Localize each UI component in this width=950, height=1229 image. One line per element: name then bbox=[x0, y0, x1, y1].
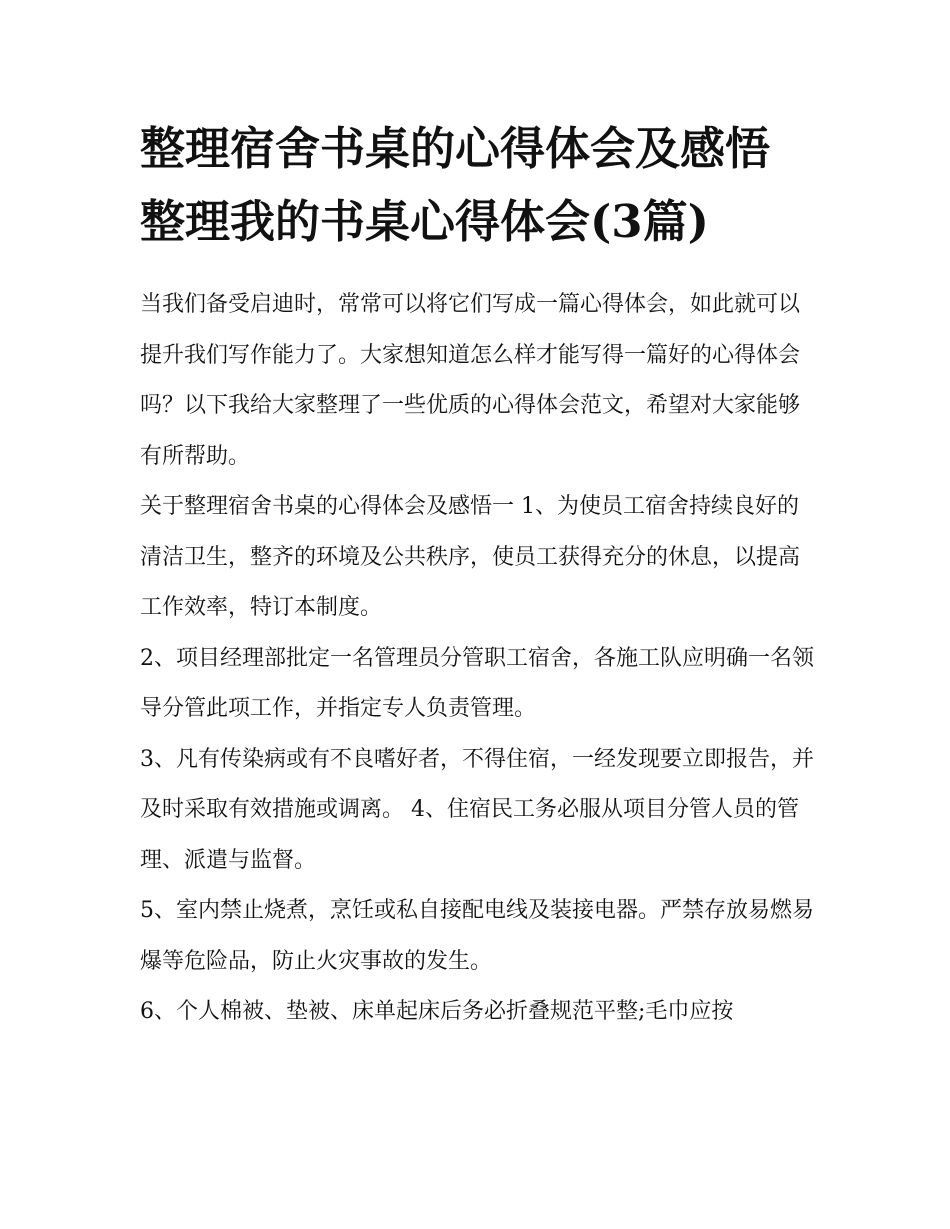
document-body bbox=[140, 112, 816, 1038]
paragraph-item-2: 2、项目经理部批定一名管理员分管职工宿舍，各施工队应明确一名领导分管此项工作，并指定专人负责管理。 bbox=[140, 645, 814, 721]
paragraph-item-6: 6、个人棉被、垫被、床单起床后务必折叠规范平整;毛巾应按 bbox=[140, 999, 734, 1024]
paragraph-section-one: 关于整理宿舍书桌的心得体会及感悟一 1、为使员工宿舍持续良好的清洁卫生，整齐的环境及公共秩序，使员工获得充分的休息，以提高工作效率，特订本制度。 bbox=[140, 494, 801, 620]
paragraph-item-3-4: 3、凡有传染病或有不良嗜好者，不得住宿，一经发现要立即报告，并及时采取有效措施或调离。 4、住宿民工务必服从项目分管人员的管理、派遣与监督。 bbox=[140, 746, 814, 873]
paragraph-intro: 当我们备受启迪时，常常可以将它们写成一篇心得体会，如此就可以提升我们写作能力了。大家想知道怎么样才能写得一篇好的心得体会吗？以下我给大家整理了一些优质的心得体会范文，希望对大家能够有所帮助。 bbox=[140, 292, 801, 469]
paragraph-item-5: 5、室内禁止烧煮，烹饪或私自接配电线及装接电器。严禁存放易燃易爆等危险品，防止火灾事故的发生。 bbox=[140, 898, 814, 974]
document-title: 整理宿舍书桌的心得体会及感悟 整理我的书桌心得体会(3篇) bbox=[140, 122, 771, 248]
